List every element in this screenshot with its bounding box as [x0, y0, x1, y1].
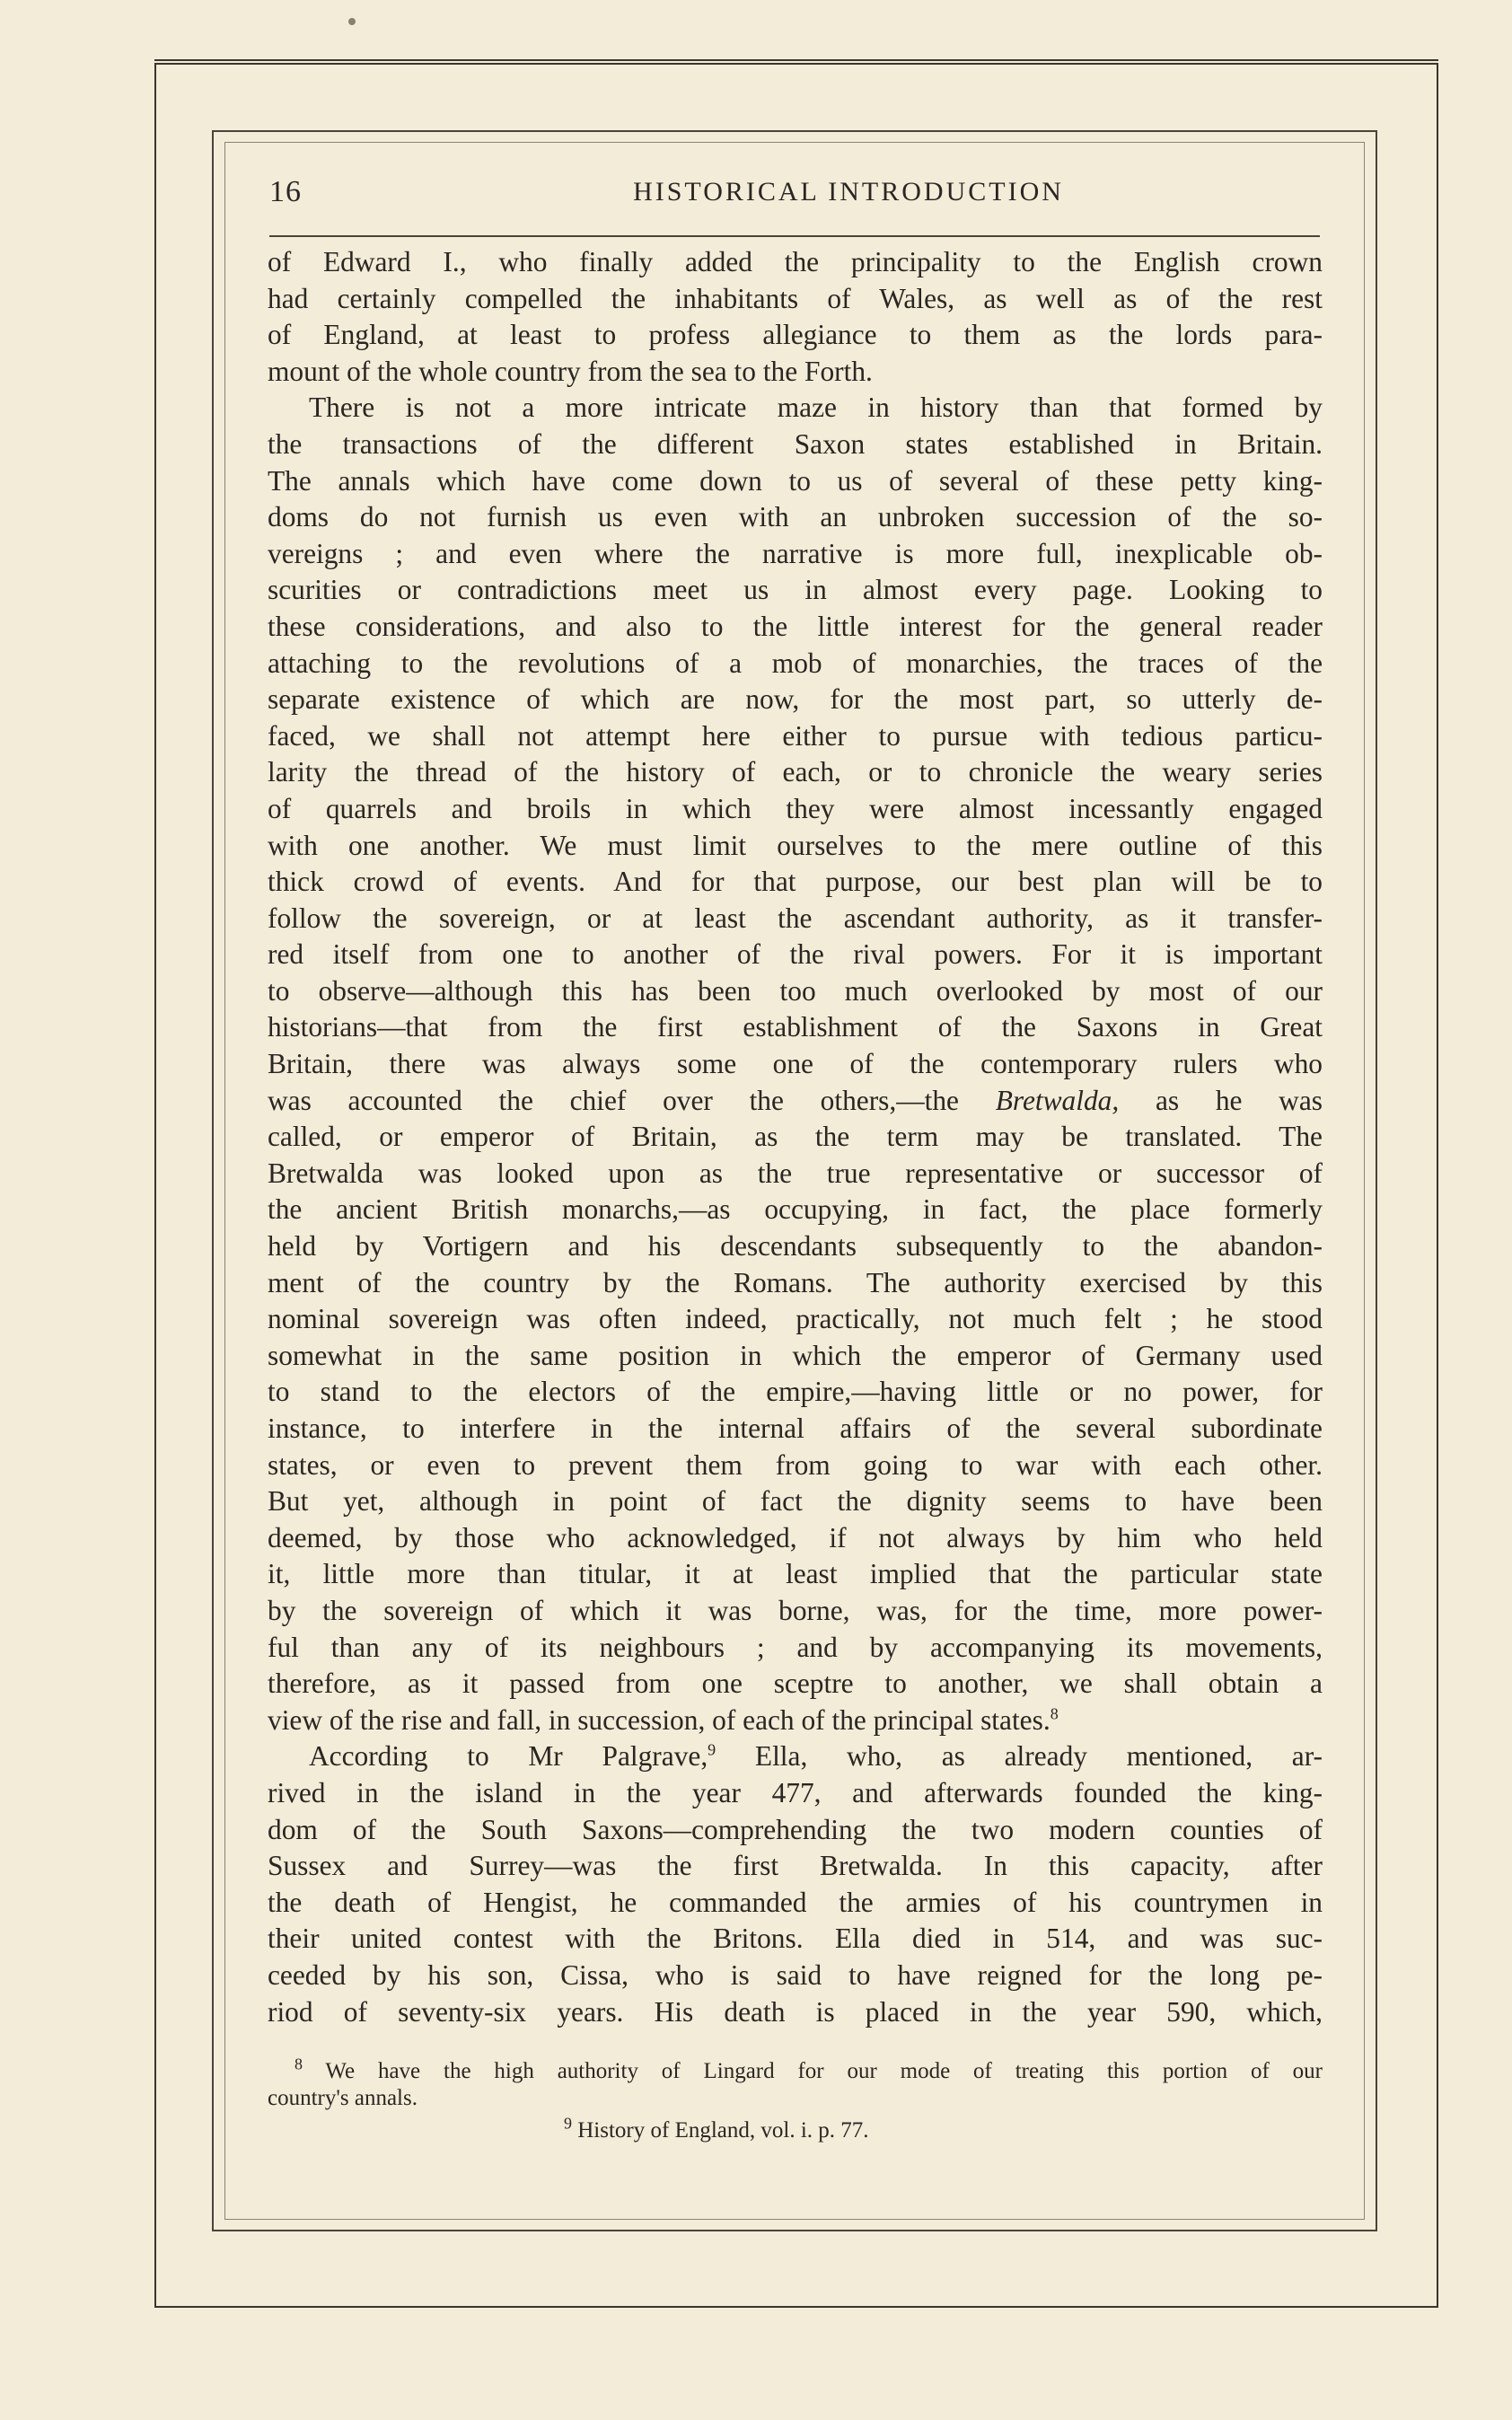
line-text: therefore, as it passed from one sceptre to another, we shall obtain a [268, 1668, 1323, 1700]
footnote-text: We have the high authority of Lingard for our mode of treating this portion of our [325, 2059, 1323, 2083]
running-head: HISTORICAL INTRODUCTION [633, 177, 1064, 207]
line-text: of quarrels and broils in which they were almost incessantly engaged [268, 792, 1323, 824]
line-text: thick crowd of events. And for that purpose, our best plan will be to [268, 866, 1323, 898]
page-speck [348, 18, 356, 25]
line-text: ful than any of its neighbours ; and by accompanying its movements, [268, 1631, 1323, 1663]
text-line [268, 1265, 1323, 1302]
text-line [268, 1630, 1323, 1667]
line-text: But yet, although in point of fact the dignity seems to have been [268, 1485, 1323, 1518]
text-line [268, 901, 1323, 937]
text-line [268, 754, 1323, 791]
page-number: 16 [269, 175, 302, 208]
footnote-text: History of England, vol. i. p. 77. [577, 2118, 869, 2143]
line-text: of England, at least to profess allegiance to them as the lords para- [268, 319, 1323, 351]
text-line [268, 317, 1323, 354]
line-text: Bretwalda was looked upon as the true representative or successor of [268, 1157, 1323, 1189]
line-text: vereigns ; and even where the narrative is more full, inexplicable ob- [268, 537, 1323, 569]
line-text: red itself from one to another of the rival powers. For it is important [268, 938, 1323, 971]
footnotes [268, 2055, 1323, 2144]
footnote-8-cont [268, 2085, 1323, 2112]
line-text: to observe—although this has been too much overlooked by most of our [268, 974, 1323, 1007]
text-line [268, 1009, 1323, 1046]
text-line [268, 828, 1323, 865]
line-text: follow the sovereign, or at least the ascendant authority, as it transfer- [268, 902, 1323, 934]
footnote-8 [268, 2055, 1323, 2085]
text-line [268, 1119, 1323, 1156]
line-text: by the sovereign of which it was borne, was, for the time, more power- [268, 1594, 1323, 1626]
page-header [269, 175, 1320, 220]
header-rule [269, 235, 1320, 237]
text-line [268, 864, 1323, 901]
text-line [268, 1775, 1323, 1812]
text-line [268, 1046, 1323, 1083]
text-line [268, 1520, 1323, 1557]
line-text: riod of seventy-six years. His death is placed in the year 590, which, [268, 1995, 1323, 2028]
footnote-text: country's annals. [268, 2086, 418, 2110]
line-text: Sussex and Surrey—was the first Bretwalda. In this capacity, after [268, 1850, 1323, 1882]
line-text: scurities or contradictions meet us in almost every page. Looking to [268, 574, 1323, 606]
line-text: somewhat in the same position in which the emperor of Germany used [268, 1339, 1323, 1371]
text-line [268, 1958, 1323, 1994]
text-line [268, 609, 1323, 646]
line-text: of Edward I., who finally added the principality to the English crown [268, 246, 1323, 277]
text-line [268, 572, 1323, 609]
footnote-ref: 9 [708, 1740, 716, 1759]
line-text: faced, we shall not attempt here either to pursue with tedious particu- [268, 719, 1323, 752]
text-line [268, 1301, 1323, 1338]
line-text: dom of the South Saxons—comprehending the two modern counties of [268, 1813, 1323, 1845]
line-text: separate existence of which are now, for the most part, so utterly de- [268, 683, 1323, 716]
line-text: called, or emperor of Britain, as the term may be translated. The [268, 1121, 1323, 1153]
text-line [268, 1921, 1323, 1958]
line-text: their united contest with the Britons. Ella died in 514, and was suc- [268, 1923, 1323, 1955]
text-line [268, 1411, 1323, 1448]
line-text: The annals which have come down to us of several of these petty king- [268, 464, 1323, 497]
text-line [268, 1156, 1323, 1192]
text-line [268, 1994, 1323, 2031]
text-line [268, 354, 1323, 391]
line-text: the transactions of the different Saxon states established in Britain. [268, 427, 1323, 460]
text-line [268, 463, 1323, 500]
line-text: instance, to interfere in the internal affairs of the several subordinate [268, 1412, 1323, 1444]
text-line [268, 1593, 1323, 1630]
footnote-marker: 9 [564, 2114, 572, 2133]
line-text: held by Vortigern and his descendants subsequently to the abandon- [268, 1230, 1323, 1263]
text-line [268, 791, 1323, 828]
footnote-ref: 8 [1050, 1704, 1059, 1723]
text-line [268, 682, 1323, 718]
line-text: the death of Hengist, he commanded the armies of his countrymen in [268, 1886, 1323, 1918]
text-line [268, 1848, 1323, 1885]
text-line [268, 1812, 1323, 1849]
line-text: was accounted the chief over the others,—the Bretwalda, as he was [268, 1084, 1323, 1116]
line-text: Britain, there was always some one of the contemporary rulers who [268, 1048, 1323, 1080]
body-text [268, 244, 1323, 2030]
line-text: deemed, by those who acknowledged, if not always by him who held [268, 1521, 1323, 1553]
line-text: historians—that from the first establishment of the Saxons in Great [268, 1011, 1323, 1043]
text-line [268, 1083, 1323, 1120]
line-text: nominal sovereign was often indeed, practically, not much felt ; he stood [268, 1303, 1323, 1335]
text-line [268, 1703, 1323, 1739]
text-line [268, 718, 1323, 755]
text-line [268, 390, 1323, 427]
text-line [268, 937, 1323, 973]
line-text: it, little more than titular, it at least implied that the particular state [268, 1558, 1323, 1590]
line-text: There is not a more intricate maze in history than that formed by [309, 392, 1323, 424]
line-text: doms do not furnish us even with an unbroken succession of the so- [268, 501, 1323, 533]
line-text: the ancient British monarchs,—as occupying, in fact, the place formerly [268, 1193, 1323, 1226]
text-line [268, 1338, 1323, 1375]
text-line [268, 1666, 1323, 1703]
text-line [268, 1374, 1323, 1411]
line-text: rived in the island in the year 477, and afterwards founded the king- [268, 1776, 1323, 1808]
text-line [268, 244, 1323, 281]
text-line [268, 973, 1323, 1010]
text-line [268, 646, 1323, 682]
line-text: mount of the whole country from the sea to the Forth. [268, 355, 873, 387]
text-line [268, 1448, 1323, 1484]
text-line [268, 1885, 1323, 1922]
footnote-marker: 8 [294, 2055, 303, 2073]
line-text: According to Mr Palgrave, [309, 1740, 708, 1773]
line-text: these considerations, and also to the little interest for the general reader [268, 610, 1323, 642]
text-line [268, 427, 1323, 463]
line-text: with one another. We must limit ourselves to the mere outline of this [268, 829, 1323, 861]
text-line [268, 536, 1323, 573]
line-text: view of the rise and fall, in succession, of each of the principal states. [268, 1703, 1050, 1736]
line-text: ceeded by his son, Cissa, who is said to have reigned for the long pe- [268, 1958, 1323, 1991]
text-line [268, 499, 1323, 536]
text-line [268, 1738, 1323, 1775]
line-text: states, or even to prevent them from going to war with each other. [268, 1448, 1323, 1481]
line-text-cont: Ella, who, as already mentioned, ar- [716, 1740, 1323, 1773]
footnote-9 [268, 2114, 1323, 2144]
text-line [268, 1556, 1323, 1593]
line-text: attaching to the revolutions of a mob of monarchies, the traces of the [268, 647, 1323, 679]
text-line [268, 281, 1323, 318]
text-line [268, 1228, 1323, 1265]
line-text: larity the thread of the history of each, or to chronicle the weary series [268, 756, 1323, 788]
line-text: ment of the country by the Romans. The authority exercised by this [268, 1266, 1323, 1298]
text-line [268, 1192, 1323, 1228]
line-text: to stand to the electors of the empire,—having little or no power, for [268, 1376, 1323, 1408]
top-rule [154, 59, 1438, 61]
text-line [268, 1483, 1323, 1520]
line-text: had certainly compelled the inhabitants of Wales, as well as of the rest [268, 282, 1323, 314]
